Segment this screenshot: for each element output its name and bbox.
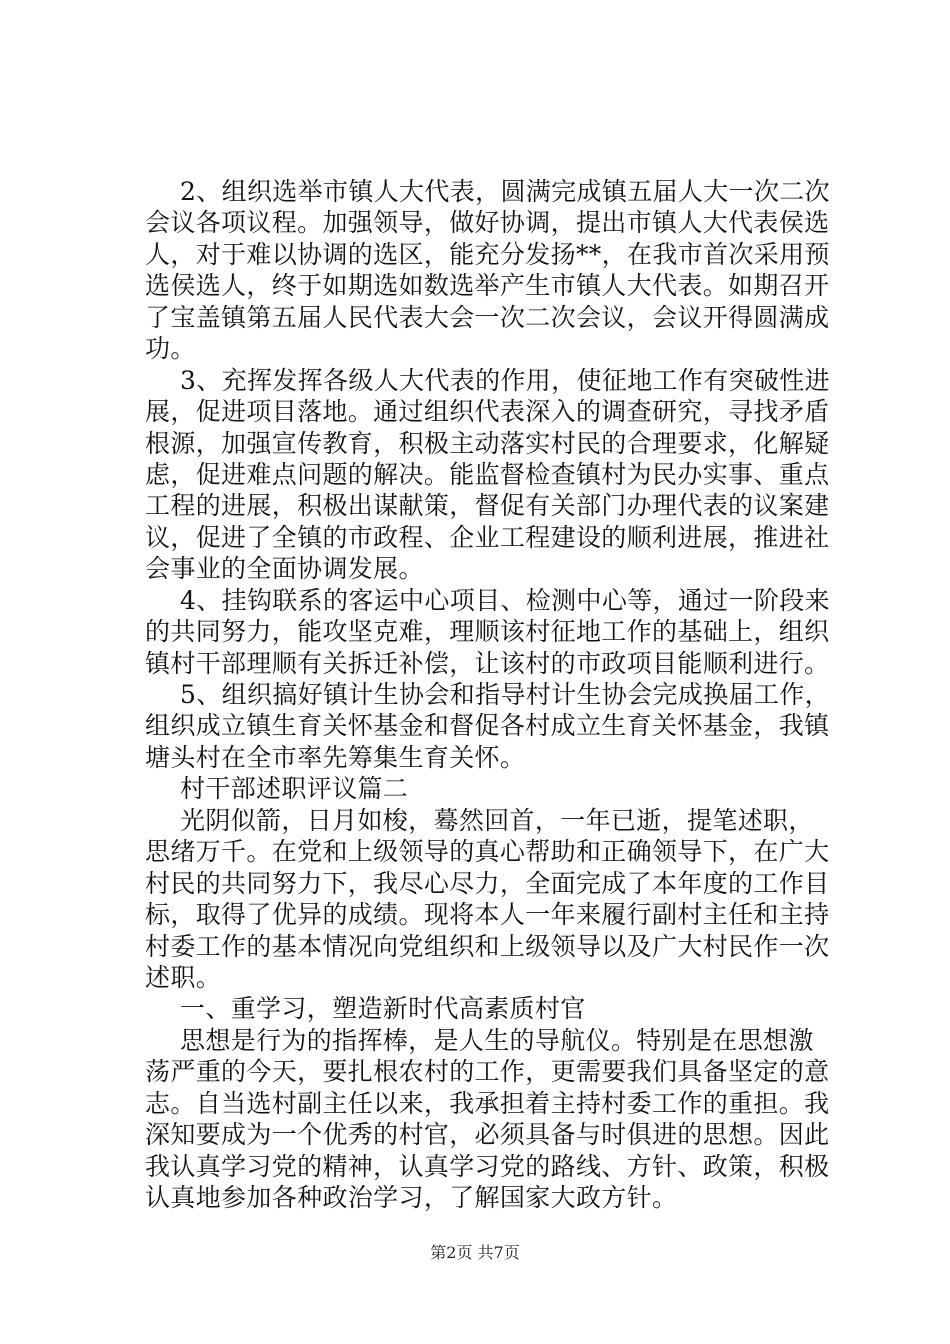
text-line: 镇村干部理顺有关拆迁补偿，让该村的市政项目能顺利进行。 <box>145 648 830 678</box>
text-line: 展，促进项目落地。通过组织代表深入的调查研究，寻找矛盾 <box>145 397 830 427</box>
text-line: 村干部述职评议篇二 <box>180 774 409 804</box>
text-line: 会事业的全面协调发展。 <box>145 554 424 584</box>
text-line: 5、组织搞好镇计生协会和指导村计生协会完成换届工作， <box>180 680 831 709</box>
text-line: 会议各项议程。加强领导，做好协调，提出市镇人大代表侯选 <box>145 208 830 238</box>
text-line: 志。自当选村副主任以来，我承担着主持村委工作的重担。我 <box>145 1088 830 1118</box>
text-line: 组织成立镇生育关怀基金和督促各村成立生育关怀基金，我镇 <box>145 711 830 741</box>
text-line: 我认真学习党的精神，认真学习党的路线、方针、政策，积极 <box>145 1151 830 1181</box>
text-line: 了宝盖镇第五届人民代表大会一次二次会议，会议开得圆满成 <box>145 302 830 332</box>
text-line: 标，取得了优异的成绩。现将本人一年来履行副村主任和主持 <box>145 900 830 930</box>
document-body <box>145 176 845 1213</box>
text-line: 3、充挥发挥各级人大代表的作用，使征地工作有突破性进 <box>180 365 831 395</box>
text-line: 村民的共同努力下，我尽心尽力，全面完成了本年度的工作目 <box>145 868 830 898</box>
text-line: 选侯选人，终于如期选如数选举产生市镇人大代表。如期召开 <box>145 271 830 301</box>
text-line: 述职。 <box>145 962 222 992</box>
text-line: 思绪万千。在党和上级领导的真心帮助和正确领导下，在广大 <box>145 837 830 867</box>
text-line: 2、组织选举市镇人大代表，圆满完成镇五届人大一次二次 <box>180 177 831 206</box>
text-line: 的共同努力，能攻坚克难，理顺该村征地工作的基础上，组织 <box>145 617 830 647</box>
text-line: 深知要成为一个优秀的村官，必须具备与时俱进的思想。因此 <box>145 1120 830 1150</box>
page-footer: 第2页 共7页 <box>430 1243 520 1262</box>
text-line: 根源，加强宣传教育，积极主动落实村民的合理要求，化解疑 <box>145 428 830 458</box>
text-line: 荡严重的今天，要扎根农村的工作，更需要我们具备坚定的意 <box>145 1057 830 1087</box>
text-line: 功。 <box>145 334 196 364</box>
text-line: 认真地参加各种政治学习，了解国家大政方针。 <box>145 1183 678 1212</box>
text-line: 一、重学习，塑造新时代高素质村官 <box>180 994 586 1024</box>
text-line: 虑，促进难点问题的解决。能监督检查镇村为民办实事、重点 <box>145 459 830 489</box>
text-line: 村委工作的基本情况向党组织和上级领导以及广大村民作一次 <box>145 931 830 961</box>
text-line: 塘头村在全市率先筹集生育关怀。 <box>145 742 526 772</box>
text-line: 思想是行为的指挥棒，是人生的导航仪。特别是在思想激 <box>180 1025 814 1055</box>
text-line: 4、挂钩联系的客运中心项目、检测中心等，通过一阶段来 <box>180 585 831 615</box>
text-line: 人，对于难以协调的选区，能充分发扬**，在我市首次采用预 <box>145 239 830 269</box>
text-line: 议，促进了全镇的市政程、企业工程建设的顺利进展，推进社 <box>145 522 830 552</box>
text-line: 光阴似箭，日月如梭，蓦然回首，一年已逝，提笔述职， <box>180 805 814 835</box>
text-line: 工程的进展，积极出谋献策，督促有关部门办理代表的议案建 <box>145 491 830 521</box>
